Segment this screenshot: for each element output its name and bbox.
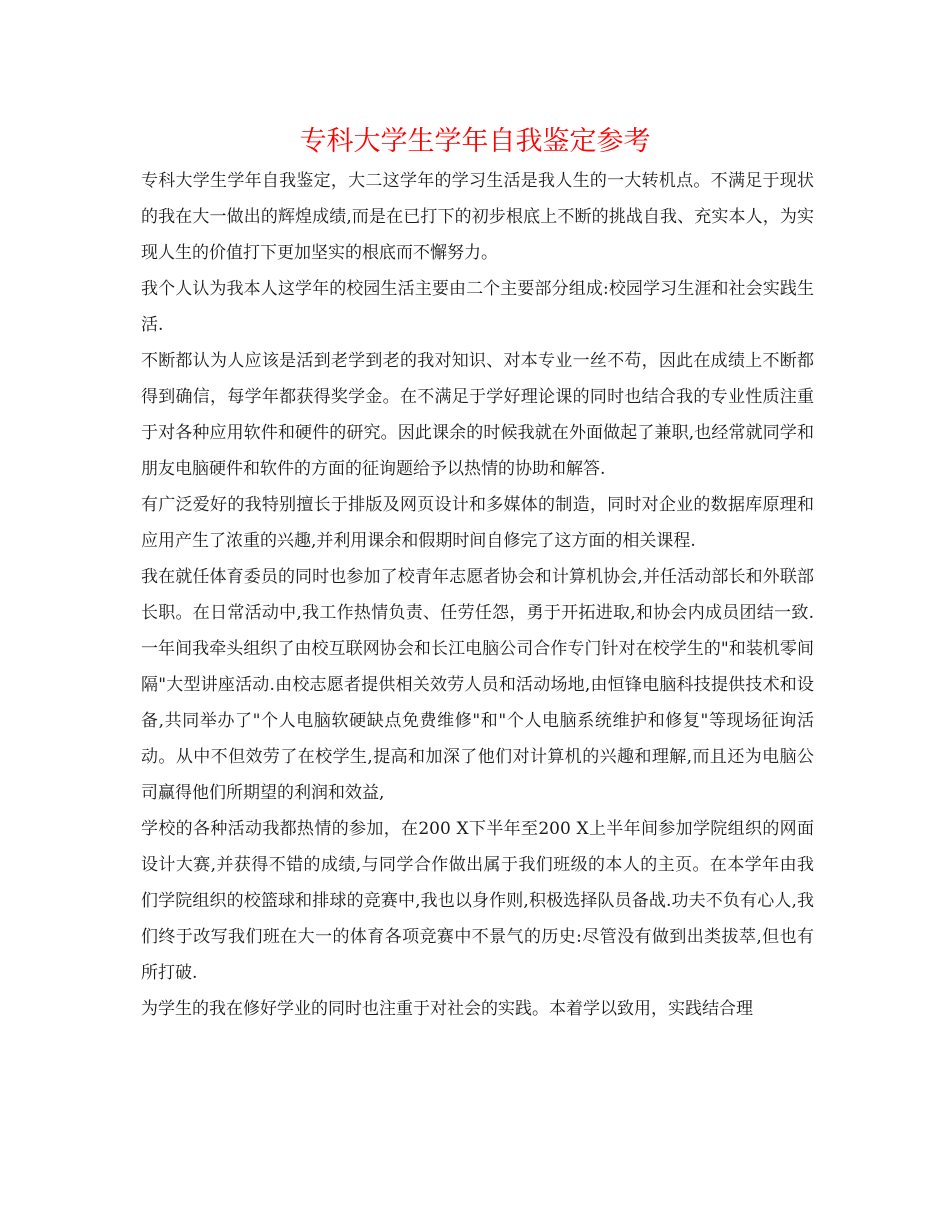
paragraph: 为学生的我在修好学业的同时也注重于对社会的实践。本着学以致用，实践结合理 (141, 999, 753, 1019)
document-body (141, 163, 814, 1027)
paragraph: 我个人认为我本人这学年的校园生活主要由二个主要部分组成:校园学习生涯和社会实践生活. (141, 279, 814, 335)
document-title: 专科大学生学年自我鉴定参考 (299, 126, 651, 157)
paragraph: 专科大学生学年自我鉴定，大二这学年的学习生活是我人生的一大转机点。不满足于现状的我在大一做出的辉煌成绩,而是在已打下的初步根底上不断的挑战自我、充实本人，为实现人生的价值打下更加坚实的根底而不懈努力。 (141, 171, 814, 263)
paragraph: 不断都认为人应该是活到老学到老的我对知识、对本专业一丝不苟，因此在成绩上不断都得到确信，每学年都获得奖学金。在不满足于学好理论课的同时也结合我的专业性质注重于对各种应用软件和硬件的研究。因此课余的时候我就在外面做起了兼职,也经常就同学和朋友电脑硬件和软件的方面的征询题给予以热情的协助和解答. (141, 351, 814, 479)
paragraph: 我在就任体育委员的同时也参加了校青年志愿者协会和计算机协会,并任活动部长和外联部长职。在日常活动中,我工作热情负责、任劳任怨，勇于开拓进取,和协会内成员团结一致.一年间我牵头组织了由校互联网协会和长江电脑公司合作专门针对在校学生的"和装机零间隔"大型讲座活动.由校志愿者提供相关效劳人员和活动场地,由恒锋电脑科技提供技术和设备,共同举办了"个人电脑软硬缺点免费维修"和"个人电脑系统维护和修复"等现场征询活动。从中不但效劳了在校学生,提高和加深了他们对计算机的兴趣和理解,而且还为电脑公司赢得他们所期望的利润和效益, (141, 567, 814, 803)
paragraph: 有广泛爱好的我特别擅长于排版及网页设计和多媒体的制造，同时对企业的数据库原理和应用产生了浓重的兴趣,并利用课余和假期时间自修完了这方面的相关课程. (141, 495, 814, 551)
paragraph: 学校的各种活动我都热情的参加，在200 X下半年至200 X上半年间参加学院组织的网面设计大赛,并获得不错的成绩,与同学合作做出属于我们班级的本人的主页。在本学年由我们学院组织的校篮球和排球的竞赛中,我也以身作则,积极选择队员备战.功夫不负有心人,我们终于改写我们班在大一的体育各项竞赛中不景气的历史:尽管没有做到出类拔萃,但也有所打破. (141, 819, 814, 983)
